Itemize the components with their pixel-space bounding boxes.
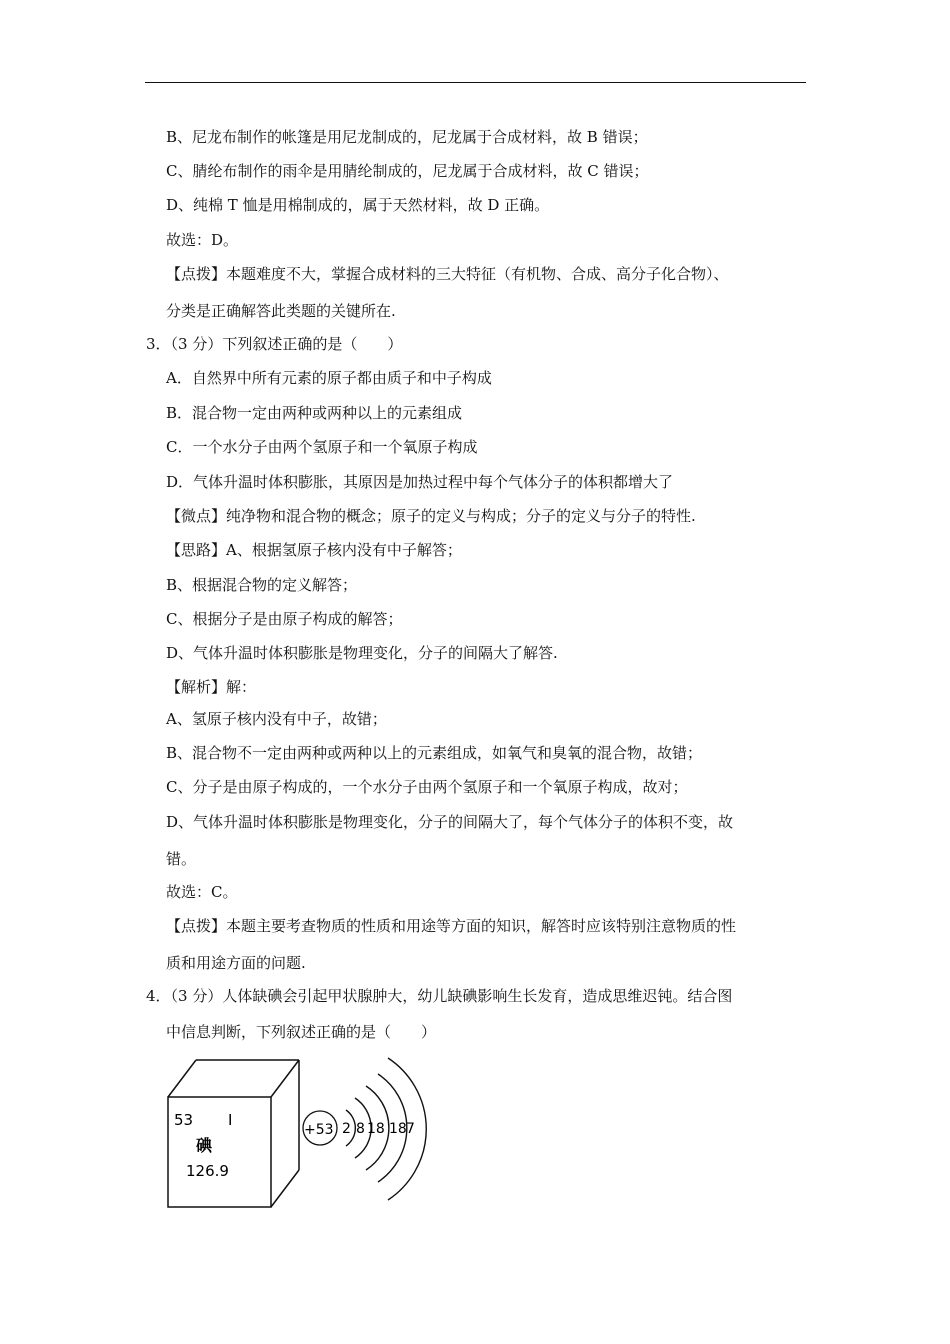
text-line: 【解析】解： [166, 678, 257, 696]
nucleus-charge: +53 [304, 1122, 334, 1138]
shell-4-electrons: 18 [389, 1121, 407, 1137]
text-line: B、根据混合物的定义解答； [166, 576, 358, 594]
shell-3-electrons: 18 [367, 1121, 385, 1137]
shell-5-electrons: 7 [406, 1121, 415, 1137]
element-symbol: I [228, 1111, 233, 1129]
text-line: 【点拨】本题主要考查物质的性质和用途等方面的知识，解答时应该特别注意物质的性 [166, 917, 737, 935]
text-line: 【微点】纯净物和混合物的概念；原子的定义与构成；分子的定义与分子的特性. [166, 507, 696, 525]
text-line: D、气体升温时体积膨胀是物理变化，分子的间隔大了，每个气体分子的体积不变，故 [166, 813, 734, 831]
option-b: B．混合物一定由两种或两种以上的元素组成 [166, 404, 463, 422]
text-line: 故选：C。 [166, 883, 238, 901]
shell-2-electrons: 8 [356, 1121, 365, 1137]
element-cell [168, 1060, 299, 1207]
text-line: 【点拨】本题难度不大，掌握合成材料的三大特征（有机物、合成、高分子化合物）、 [166, 265, 729, 283]
text-line: D、气体升温时体积膨胀是物理变化，分子的间隔大了解答. [166, 644, 558, 662]
option-d: D．气体升温时体积膨胀，其原因是加热过程中每个气体分子的体积都增大了 [166, 473, 674, 491]
header-rule [145, 82, 806, 83]
element-name: 碘 [196, 1136, 213, 1155]
text-line: 中信息判断，下列叙述正确的是（ ） [166, 1023, 437, 1041]
text-line: D、纯棉 T 恤是用棉制成的，属于天然材料，故 D 正确。 [166, 196, 550, 214]
text-line: 错。 [166, 850, 197, 868]
text-line: 故选：D。 [166, 231, 239, 249]
text-line: 质和用途方面的问题. [166, 954, 306, 972]
text-line: 分类是正确解答此类题的关键所在. [166, 302, 396, 320]
shell-1-electrons: 2 [342, 1121, 351, 1137]
option-a: A．自然界中所有元素的原子都由质子和中子构成 [166, 369, 492, 387]
option-c: C．一个水分子由两个氢原子和一个氧原子构成 [166, 438, 478, 456]
text-line: C、分子是由原子构成的，一个水分子由两个氢原子和一个氧原子构成，故对； [166, 778, 688, 796]
text-line: C、腈纶布制作的雨伞是用腈纶制成的，尼龙属于合成材料，故 C 错误； [166, 162, 649, 180]
text-line: B、尼龙布制作的帐篷是用尼龙制成的，尼龙属于合成材料，故 B 错误； [166, 128, 648, 146]
text-line: C、根据分子是由原子构成的解答； [166, 610, 403, 628]
iodine-figure [160, 1050, 430, 1220]
atomic-mass: 126.9 [186, 1162, 229, 1180]
question-3-stem: 3．（3 分）下列叙述正确的是（ ） [146, 335, 403, 353]
text-line: 【思路】A、根据氢原子核内没有中子解答； [166, 541, 462, 559]
text-line: B、混合物不一定由两种或两种以上的元素组成，如氧气和臭氧的混合物，故错； [166, 744, 703, 762]
text-line: A、氢原子核内没有中子，故错； [166, 710, 387, 728]
atomic-number: 53 [174, 1111, 194, 1129]
question-4-stem: 4．（3 分）人体缺碘会引起甲状腺肿大，幼儿缺碘影响生长发育，造成思维迟钝。结合图 [146, 987, 733, 1005]
